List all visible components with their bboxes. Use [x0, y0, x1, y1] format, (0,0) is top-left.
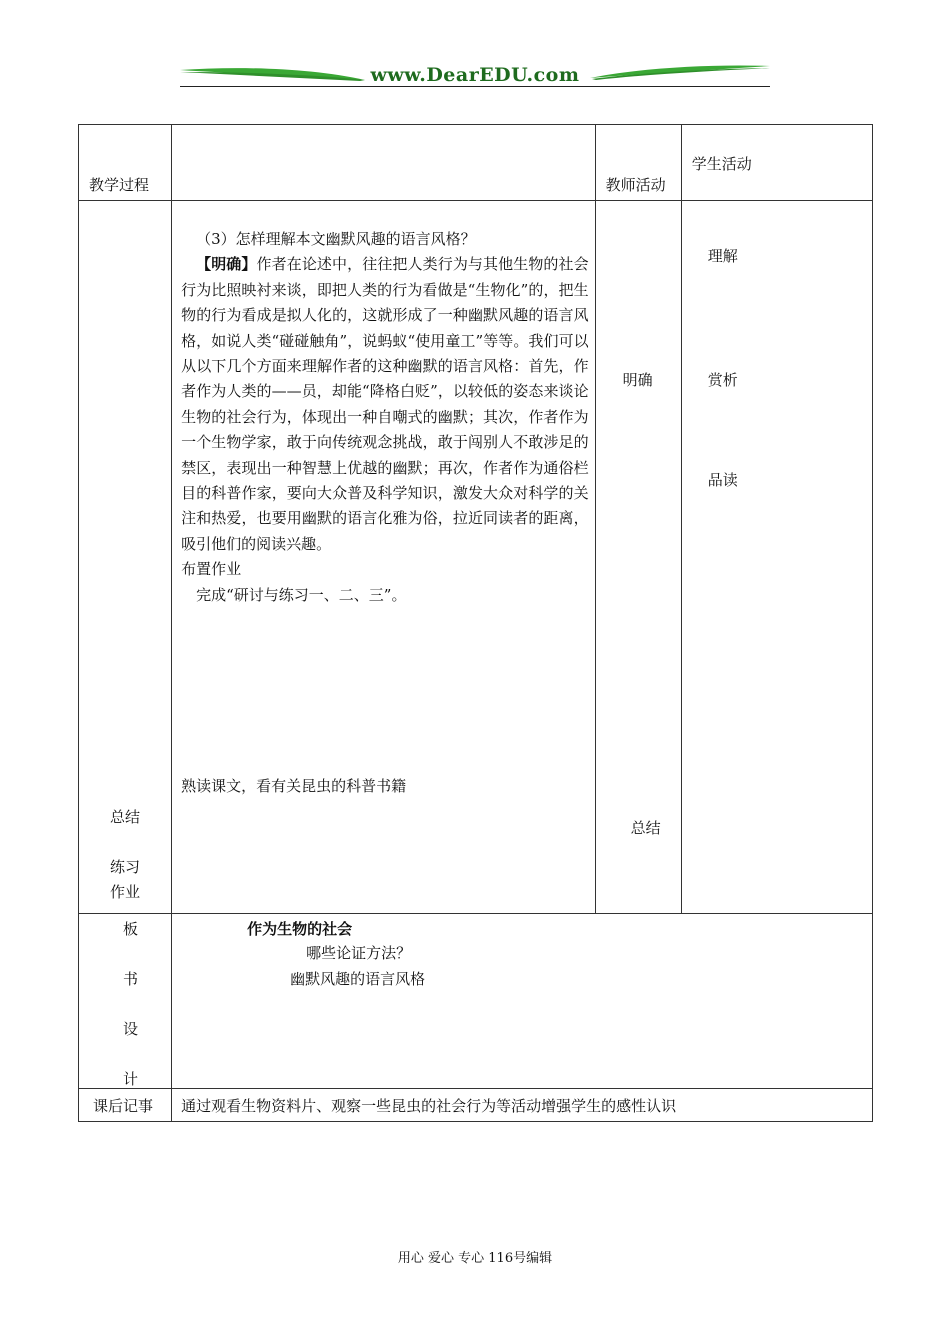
board-line-1: 哪些论证方法？ [306, 944, 412, 962]
extra-reading-text: 熟读课文，看有关昆虫的科普书籍 [181, 777, 407, 795]
board-label-cell [79, 914, 172, 1089]
question-text: （3）怎样理解本文幽默风趣的语言风格？ [196, 230, 476, 248]
body-student-cell [681, 201, 872, 914]
board-label-2: 书 [123, 970, 139, 988]
body-content-cell [172, 201, 596, 914]
header-teacher-label: 教师活动 [605, 176, 666, 194]
answer-text: 作者在论述中，往往把人类行为与其他生物的社会行为比照映衬来谈，即把人类的行为看做是“生物化”的，把生物的行为看成是拟人化的，这就形成了一种幽默风趣的语言风格，如说人类“碰碰触角”，说蚂蚁“使用童工”等等。我们可以从以下几个方面来理解作者的这种幽默的语言风格：首先，作者作为人类的——员，却能“降格白贬”，以较低的姿态来谈论生物的社会行为，体现出一种自嘲式的幽默；其次，作者作为一个生物学家，敢于向传统观念挑战，敢于闯别人不敢涉足的禁区，表现出一种智慧上优越的幽默；再次，作者作为通俗栏目的科普作家，要向大众普及科学知识，激发大众对科学的关注和热爱，也要用幽默的语言化雅为俗，拉近同读者的距离，吸引他们的阅读兴趣。 [181, 255, 589, 553]
student-appreciate-text: 赏析 [707, 371, 738, 389]
header-content-cell [172, 125, 596, 201]
teacher-summary-text: 总结 [630, 819, 661, 837]
after-class-label: 课后记事 [93, 1097, 154, 1115]
summary-label: 总结 [110, 808, 141, 826]
answer-tag: 【明确】 [196, 255, 257, 274]
header-divider [180, 86, 770, 87]
board-line-2: 幽默风趣的语言风格 [290, 970, 426, 988]
header-student-label: 学生活动 [691, 155, 752, 173]
header-process-cell [79, 125, 172, 201]
board-content-cell [172, 914, 873, 1089]
board-design-row [79, 914, 873, 1089]
teacher-clarify-text: 明确 [622, 371, 653, 389]
table-body-row [79, 201, 873, 914]
table-header-row [79, 125, 873, 201]
header-student-cell [681, 125, 872, 201]
homework-label: 作业 [110, 883, 141, 901]
page-footer: 用心 爱心 专心 116号编辑 [397, 1251, 553, 1266]
homework-item: 完成“研讨与练习一、二、三”。 [196, 585, 407, 604]
board-label-4: 计 [123, 1070, 139, 1088]
answer-paragraph [181, 252, 589, 557]
board-label-1: 板 [123, 920, 139, 938]
site-logo-text: www.DearEDU.com [370, 64, 580, 86]
homework-title: 布置作业 [181, 560, 242, 579]
after-class-content-cell [172, 1089, 873, 1122]
board-title: 作为生物的社会 [247, 920, 353, 938]
after-class-label-cell [79, 1089, 172, 1122]
lesson-content [172, 201, 595, 608]
body-process-cell [79, 201, 172, 914]
after-class-text: 通过观看生物资料片、观察一些昆虫的社会行为等活动增强学生的感性认识 [181, 1097, 677, 1115]
header-teacher-cell [595, 125, 681, 201]
practice-label: 练习 [110, 858, 141, 876]
board-label-3: 设 [123, 1020, 139, 1038]
lesson-plan-table [78, 124, 873, 1122]
student-read-text: 品读 [707, 471, 738, 489]
student-understand-text: 理解 [707, 247, 738, 265]
header-process-label: 教学过程 [89, 176, 150, 194]
after-class-row [79, 1089, 873, 1122]
body-teacher-cell [595, 201, 681, 914]
